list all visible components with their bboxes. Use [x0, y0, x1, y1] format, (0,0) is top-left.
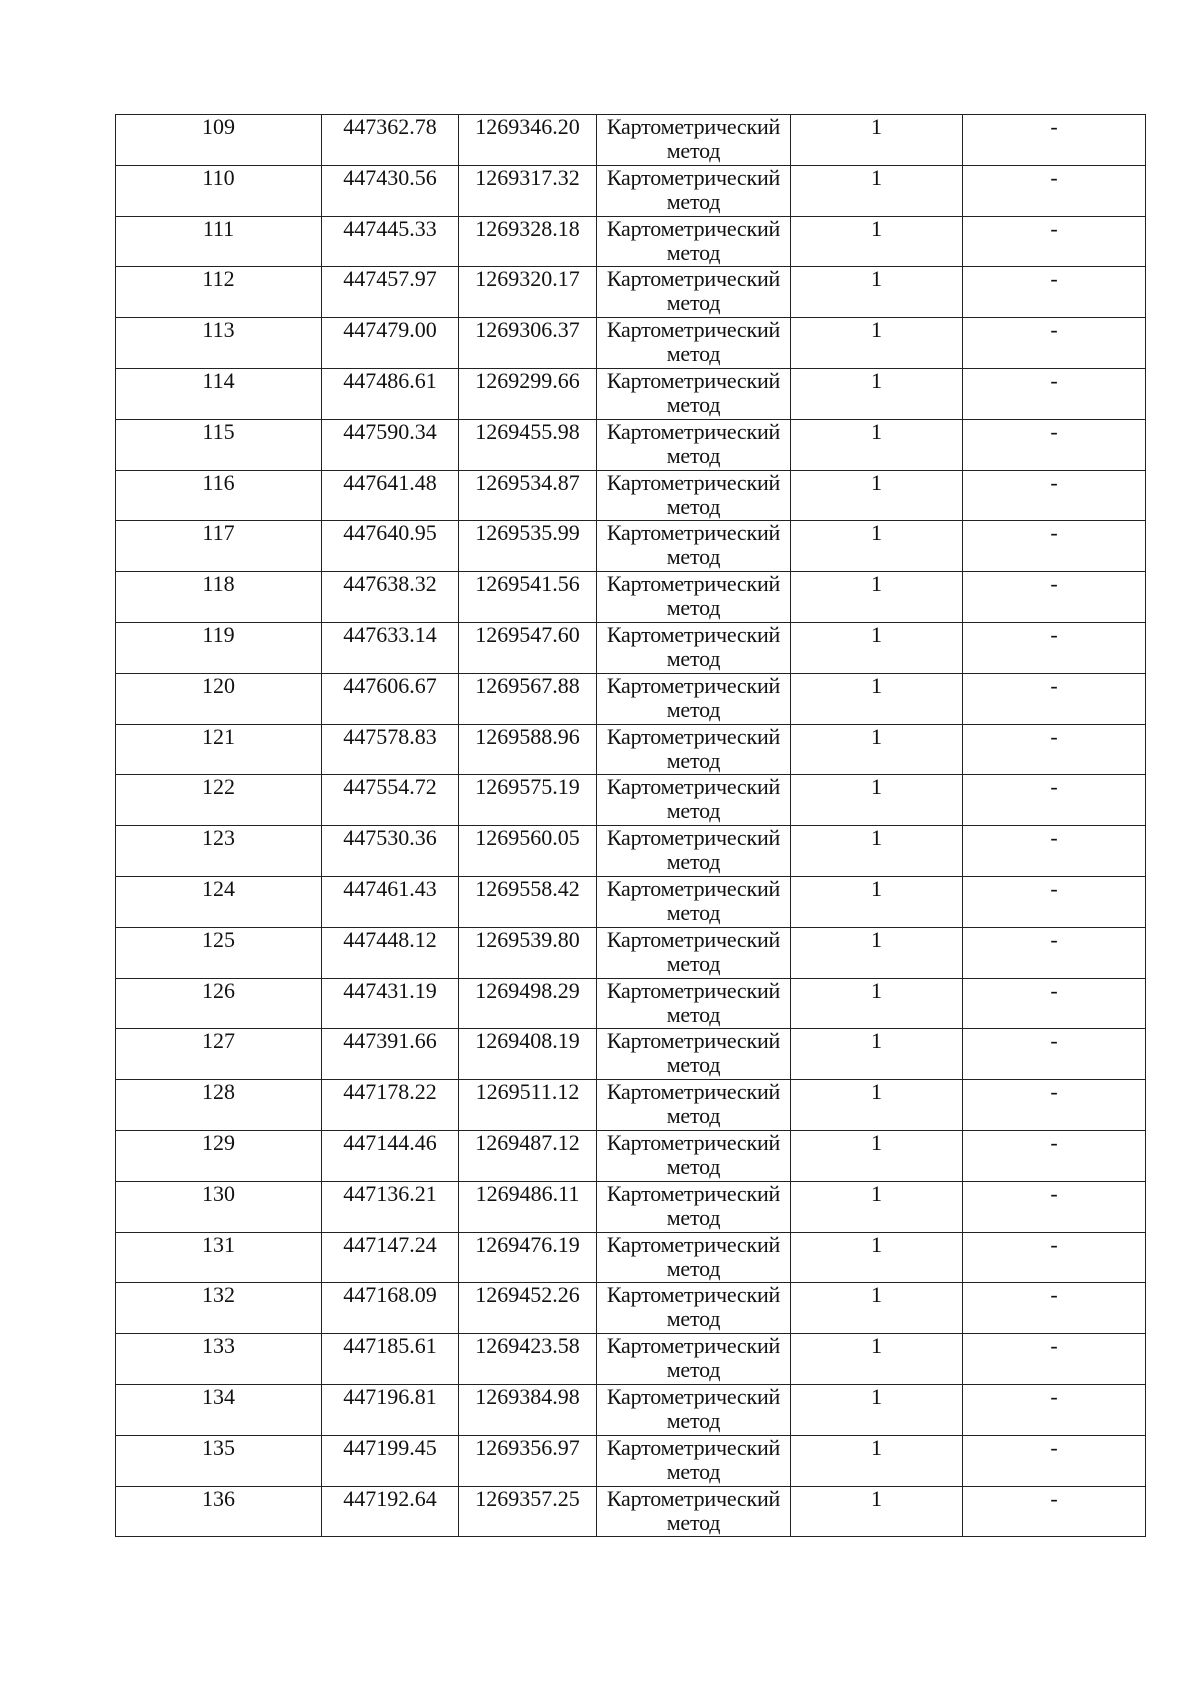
point-number-cell: 121: [116, 724, 322, 775]
method-line1: Картометрический: [606, 266, 781, 292]
x-coordinate-cell: 447168.09: [322, 1283, 459, 1334]
method-line2: метод: [666, 1052, 721, 1078]
x-coordinate-cell: 447457.97: [322, 267, 459, 318]
accuracy-cell: 1: [791, 1080, 963, 1131]
x-coordinate-cell: 447448.12: [322, 927, 459, 978]
method-cell: [597, 1486, 791, 1537]
table-row: [116, 1384, 1146, 1435]
accuracy-cell: 1: [791, 1283, 963, 1334]
note-cell: -: [963, 1435, 1146, 1486]
x-coordinate-cell: 447178.22: [322, 1080, 459, 1131]
accuracy-cell: 1: [791, 521, 963, 572]
accuracy-cell: 1: [791, 572, 963, 623]
accuracy-cell: 1: [791, 318, 963, 369]
x-coordinate-cell: 447431.19: [322, 978, 459, 1029]
method-line2: метод: [666, 239, 721, 265]
note-cell: -: [963, 876, 1146, 927]
method-cell: [597, 572, 791, 623]
point-number-cell: 116: [116, 470, 322, 521]
accuracy-cell: 1: [791, 1486, 963, 1537]
method-line2: метод: [666, 645, 721, 671]
method-cell: [597, 1283, 791, 1334]
table-row: [116, 1232, 1146, 1283]
x-coordinate-cell: 447633.14: [322, 622, 459, 673]
method-line2: метод: [666, 341, 721, 367]
method-line2: метод: [666, 950, 721, 976]
method-cell: [597, 876, 791, 927]
y-coordinate-cell: 1269498.29: [459, 978, 597, 1029]
accuracy-cell: 1: [791, 165, 963, 216]
accuracy-cell: 1: [791, 978, 963, 1029]
note-cell: -: [963, 216, 1146, 267]
note-cell: -: [963, 826, 1146, 877]
point-number-cell: 117: [116, 521, 322, 572]
note-cell: -: [963, 267, 1146, 318]
method-line2: метод: [666, 138, 721, 163]
x-coordinate-cell: 447199.45: [322, 1435, 459, 1486]
method-line1: Картометрический: [606, 1079, 781, 1105]
accuracy-cell: 1: [791, 826, 963, 877]
x-coordinate-cell: 447185.61: [322, 1334, 459, 1385]
table-row: [116, 1334, 1146, 1385]
accuracy-cell: 1: [791, 1334, 963, 1385]
note-cell: -: [963, 1181, 1146, 1232]
method-line1: Картометрический: [606, 1435, 781, 1460]
note-cell: -: [963, 572, 1146, 623]
table-row: [116, 470, 1146, 521]
method-line1: Картометрический: [606, 1232, 781, 1257]
method-cell: [597, 826, 791, 877]
x-coordinate-cell: 447606.67: [322, 673, 459, 724]
point-number-cell: 135: [116, 1435, 322, 1486]
table-row: [116, 1080, 1146, 1131]
x-coordinate-cell: 447362.78: [322, 115, 459, 166]
method-line1: Картометрический: [606, 1028, 781, 1054]
y-coordinate-cell: 1269539.80: [459, 927, 597, 978]
table-row: [116, 419, 1146, 470]
point-number-cell: 119: [116, 622, 322, 673]
x-coordinate-cell: 447196.81: [322, 1384, 459, 1435]
method-line1: Картометрический: [606, 216, 781, 241]
x-coordinate-cell: 447486.61: [322, 368, 459, 419]
method-line1: Картометрический: [606, 927, 781, 952]
method-line2: метод: [666, 493, 721, 519]
y-coordinate-cell: 1269558.42: [459, 876, 597, 927]
method-cell: [597, 1435, 791, 1486]
accuracy-cell: 1: [791, 216, 963, 267]
method-line2: метод: [666, 1407, 721, 1433]
y-coordinate-cell: 1269452.26: [459, 1283, 597, 1334]
table-row: [116, 1486, 1146, 1537]
method-line2: метод: [666, 1509, 721, 1535]
note-cell: -: [963, 673, 1146, 724]
point-number-cell: 110: [116, 165, 322, 216]
method-line1: Картометрический: [606, 1333, 781, 1359]
y-coordinate-cell: 1269560.05: [459, 826, 597, 877]
point-number-cell: 127: [116, 1029, 322, 1080]
note-cell: -: [963, 978, 1146, 1029]
point-number-cell: 132: [116, 1283, 322, 1334]
y-coordinate-cell: 1269408.19: [459, 1029, 597, 1080]
table-row: [116, 216, 1146, 267]
method-line1: Картометрический: [606, 1181, 781, 1206]
method-line1: Картометрический: [606, 317, 781, 343]
method-line2: метод: [666, 442, 721, 468]
method-cell: [597, 470, 791, 521]
accuracy-cell: 1: [791, 1384, 963, 1435]
point-number-cell: 131: [116, 1232, 322, 1283]
y-coordinate-cell: 1269317.32: [459, 165, 597, 216]
note-cell: -: [963, 368, 1146, 419]
accuracy-cell: 1: [791, 470, 963, 521]
method-line1: Картометрический: [606, 1282, 781, 1308]
x-coordinate-cell: 447445.33: [322, 216, 459, 267]
method-line1: Картометрический: [606, 724, 781, 749]
method-cell: [597, 1181, 791, 1232]
x-coordinate-cell: 447641.48: [322, 470, 459, 521]
x-coordinate-cell: 447578.83: [322, 724, 459, 775]
table-row: [116, 1435, 1146, 1486]
note-cell: -: [963, 165, 1146, 216]
accuracy-cell: 1: [791, 622, 963, 673]
note-cell: -: [963, 521, 1146, 572]
x-coordinate-cell: 447136.21: [322, 1181, 459, 1232]
point-number-cell: 133: [116, 1334, 322, 1385]
note-cell: -: [963, 1334, 1146, 1385]
method-cell: [597, 267, 791, 318]
x-coordinate-cell: 447530.36: [322, 826, 459, 877]
table-row: [116, 1181, 1146, 1232]
method-line2: метод: [666, 849, 721, 875]
accuracy-cell: 1: [791, 1435, 963, 1486]
x-coordinate-cell: 447391.66: [322, 1029, 459, 1080]
method-line2: метод: [666, 391, 721, 417]
y-coordinate-cell: 1269575.19: [459, 775, 597, 826]
y-coordinate-cell: 1269357.25: [459, 1486, 597, 1537]
point-number-cell: 129: [116, 1130, 322, 1181]
table-row: [116, 1283, 1146, 1334]
note-cell: -: [963, 1029, 1146, 1080]
x-coordinate-cell: 447461.43: [322, 876, 459, 927]
table-row: [116, 724, 1146, 775]
table-row: [116, 622, 1146, 673]
method-cell: [597, 622, 791, 673]
y-coordinate-cell: 1269455.98: [459, 419, 597, 470]
x-coordinate-cell: 447638.32: [322, 572, 459, 623]
y-coordinate-cell: 1269541.56: [459, 572, 597, 623]
method-cell: [597, 1080, 791, 1131]
method-cell: [597, 165, 791, 216]
method-line2: метод: [666, 1103, 721, 1129]
table-row: [116, 165, 1146, 216]
note-cell: -: [963, 1283, 1146, 1334]
point-number-cell: 134: [116, 1384, 322, 1435]
accuracy-cell: 1: [791, 724, 963, 775]
x-coordinate-cell: 447640.95: [322, 521, 459, 572]
method-cell: [597, 1130, 791, 1181]
y-coordinate-cell: 1269328.18: [459, 216, 597, 267]
note-cell: -: [963, 115, 1146, 166]
x-coordinate-cell: 447590.34: [322, 419, 459, 470]
method-line1: Картометрический: [606, 673, 781, 698]
method-cell: [597, 673, 791, 724]
method-cell: [597, 1384, 791, 1435]
table-row: [116, 267, 1146, 318]
method-cell: [597, 115, 791, 166]
accuracy-cell: 1: [791, 368, 963, 419]
method-line2: метод: [666, 899, 721, 925]
y-coordinate-cell: 1269511.12: [459, 1080, 597, 1131]
accuracy-cell: 1: [791, 876, 963, 927]
method-cell: [597, 978, 791, 1029]
x-coordinate-cell: 447147.24: [322, 1232, 459, 1283]
y-coordinate-cell: 1269423.58: [459, 1334, 597, 1385]
y-coordinate-cell: 1269476.19: [459, 1232, 597, 1283]
method-cell: [597, 724, 791, 775]
method-line2: метод: [666, 1306, 721, 1332]
point-number-cell: 125: [116, 927, 322, 978]
table-row: [116, 1029, 1146, 1080]
y-coordinate-cell: 1269320.17: [459, 267, 597, 318]
point-number-cell: 111: [116, 216, 322, 267]
table-row: [116, 318, 1146, 369]
point-number-cell: 128: [116, 1080, 322, 1131]
coordinates-table: [115, 114, 1146, 1537]
accuracy-cell: 1: [791, 775, 963, 826]
point-number-cell: 115: [116, 419, 322, 470]
x-coordinate-cell: 447430.56: [322, 165, 459, 216]
method-line2: метод: [666, 1001, 721, 1027]
method-line1: Картометрический: [606, 368, 781, 393]
accuracy-cell: 1: [791, 673, 963, 724]
note-cell: -: [963, 1080, 1146, 1131]
y-coordinate-cell: 1269487.12: [459, 1130, 597, 1181]
accuracy-cell: 1: [791, 115, 963, 166]
x-coordinate-cell: 447479.00: [322, 318, 459, 369]
method-cell: [597, 927, 791, 978]
note-cell: -: [963, 1232, 1146, 1283]
method-line2: метод: [666, 595, 721, 621]
y-coordinate-cell: 1269356.97: [459, 1435, 597, 1486]
method-cell: [597, 368, 791, 419]
point-number-cell: 113: [116, 318, 322, 369]
accuracy-cell: 1: [791, 927, 963, 978]
y-coordinate-cell: 1269567.88: [459, 673, 597, 724]
note-cell: -: [963, 1384, 1146, 1435]
y-coordinate-cell: 1269535.99: [459, 521, 597, 572]
note-cell: -: [963, 1486, 1146, 1537]
method-line1: Картометрический: [606, 571, 781, 597]
table-row: [116, 978, 1146, 1029]
method-line2: метод: [666, 798, 721, 824]
table-row: [116, 826, 1146, 877]
x-coordinate-cell: 447554.72: [322, 775, 459, 826]
method-cell: [597, 521, 791, 572]
method-cell: [597, 775, 791, 826]
method-line1: Картометрический: [606, 165, 781, 190]
point-number-cell: 136: [116, 1486, 322, 1537]
method-line1: Картометрический: [606, 520, 781, 546]
table-row: [116, 521, 1146, 572]
table-row: [116, 115, 1146, 166]
note-cell: -: [963, 318, 1146, 369]
point-number-cell: 112: [116, 267, 322, 318]
method-cell: [597, 1029, 791, 1080]
point-number-cell: 126: [116, 978, 322, 1029]
method-line1: Картометрический: [606, 774, 781, 800]
accuracy-cell: 1: [791, 267, 963, 318]
note-cell: -: [963, 419, 1146, 470]
y-coordinate-cell: 1269384.98: [459, 1384, 597, 1435]
y-coordinate-cell: 1269547.60: [459, 622, 597, 673]
method-line1: Картометрический: [606, 876, 781, 901]
method-line1: Картометрический: [606, 978, 781, 1003]
y-coordinate-cell: 1269534.87: [459, 470, 597, 521]
x-coordinate-cell: 447144.46: [322, 1130, 459, 1181]
coordinates-table-body: [116, 115, 1146, 1537]
table-row: [116, 1130, 1146, 1181]
method-cell: [597, 419, 791, 470]
point-number-cell: 123: [116, 826, 322, 877]
table-row: [116, 673, 1146, 724]
method-line1: Картометрический: [606, 114, 781, 139]
method-line1: Картометрический: [606, 825, 781, 851]
method-line2: метод: [666, 1153, 721, 1179]
method-line2: метод: [666, 696, 721, 722]
table-row: [116, 927, 1146, 978]
y-coordinate-cell: 1269346.20: [459, 115, 597, 166]
table-row: [116, 876, 1146, 927]
note-cell: -: [963, 724, 1146, 775]
method-line2: метод: [666, 188, 721, 214]
table-row: [116, 775, 1146, 826]
point-number-cell: 120: [116, 673, 322, 724]
point-number-cell: 109: [116, 115, 322, 166]
method-line1: Картометрический: [606, 1130, 781, 1155]
method-line2: метод: [666, 747, 721, 773]
y-coordinate-cell: 1269306.37: [459, 318, 597, 369]
note-cell: -: [963, 470, 1146, 521]
method-line2: метод: [666, 1204, 721, 1230]
y-coordinate-cell: 1269486.11: [459, 1181, 597, 1232]
y-coordinate-cell: 1269588.96: [459, 724, 597, 775]
note-cell: -: [963, 927, 1146, 978]
accuracy-cell: 1: [791, 1130, 963, 1181]
accuracy-cell: 1: [791, 1029, 963, 1080]
method-line1: Картометрический: [606, 470, 781, 495]
point-number-cell: 122: [116, 775, 322, 826]
method-line1: Картометрический: [606, 622, 781, 647]
method-line2: метод: [666, 290, 721, 316]
x-coordinate-cell: 447192.64: [322, 1486, 459, 1537]
method-line1: Картометрический: [606, 1486, 781, 1511]
note-cell: -: [963, 622, 1146, 673]
method-line2: метод: [666, 1255, 721, 1281]
accuracy-cell: 1: [791, 1232, 963, 1283]
accuracy-cell: 1: [791, 1181, 963, 1232]
method-cell: [597, 1334, 791, 1385]
table-row: [116, 368, 1146, 419]
point-number-cell: 118: [116, 572, 322, 623]
note-cell: -: [963, 1130, 1146, 1181]
point-number-cell: 124: [116, 876, 322, 927]
method-line2: метод: [666, 1357, 721, 1383]
point-number-cell: 130: [116, 1181, 322, 1232]
method-line2: метод: [666, 544, 721, 570]
method-line1: Картометрический: [606, 1384, 781, 1409]
method-cell: [597, 318, 791, 369]
point-number-cell: 114: [116, 368, 322, 419]
accuracy-cell: 1: [791, 419, 963, 470]
method-line1: Картометрический: [606, 419, 781, 444]
note-cell: -: [963, 775, 1146, 826]
method-cell: [597, 216, 791, 267]
y-coordinate-cell: 1269299.66: [459, 368, 597, 419]
table-row: [116, 572, 1146, 623]
method-line2: метод: [666, 1458, 721, 1484]
method-cell: [597, 1232, 791, 1283]
